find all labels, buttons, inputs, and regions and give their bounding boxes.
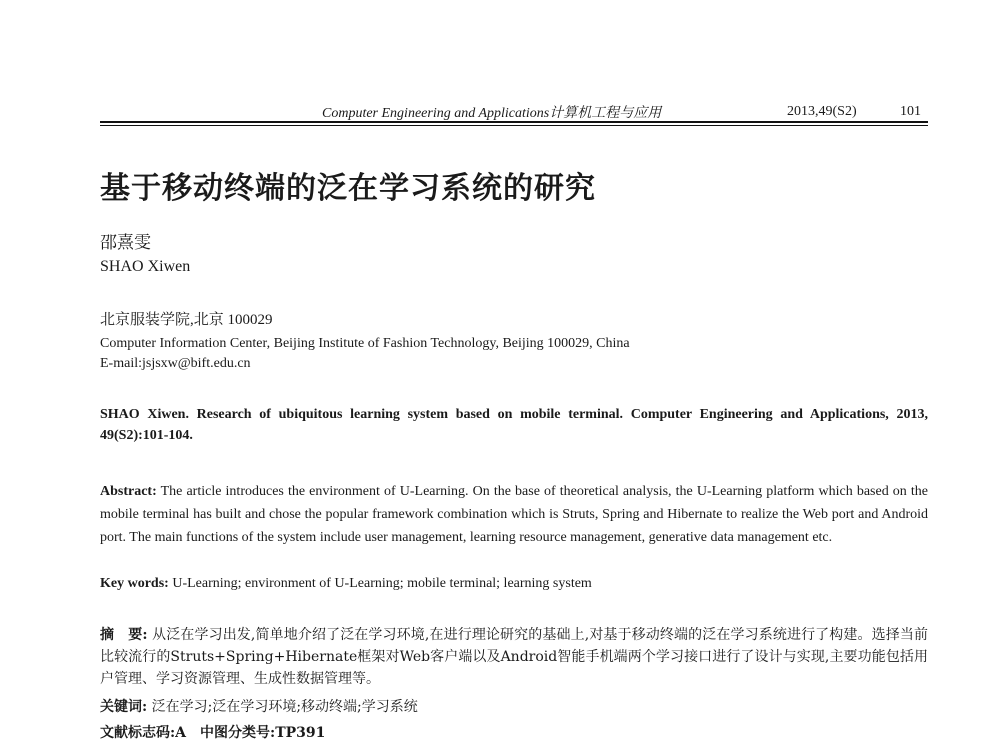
keywords-label: Key words: [100, 576, 169, 591]
keywords-en [100, 576, 928, 592]
document-code: 文献标志码:A 中图分类号:TP391 [100, 725, 326, 741]
keywords-cn-text: 泛在学习;泛在学习环境;移动终端;学习系统 [151, 699, 418, 715]
paper-title: 基于移动终端的泛在学习系统的研究 [100, 172, 596, 205]
header-rule-thick [100, 121, 928, 123]
abstract-cn-label: 摘 要: [100, 627, 148, 643]
page-number: 101 [900, 104, 921, 119]
abstract-text: The article introduces the environment of U-Learning. On the base of theoretical analysis, the U-Learning platform which based on the mobile terminal has built and chose the popular framework combination which is Struts, Spring and Hibernate to realize the Web port and Android port. The main functions of the system include user management, learning resource management, generative data management etc. [100, 484, 928, 545]
affiliation-en: Computer Information Center, Beijing Institute of Fashion Technology, Beijing 100029, China [100, 336, 630, 351]
affiliation-cn: 北京服装学院,北京 100029 [100, 312, 273, 328]
abstract-en [100, 480, 928, 549]
abstract-label: Abstract: [100, 484, 157, 499]
header-rule-thin [100, 125, 928, 126]
author-email: E-mail:jsjsxw@bift.edu.cn [100, 356, 251, 371]
keywords-text: U-Learning; environment of U-Learning; mobile terminal; learning system [172, 576, 592, 591]
journal-name: Computer Engineering and Applications计算机工程与应用 [322, 106, 662, 121]
author-name-en: SHAO Xiwen [100, 258, 191, 275]
abstract-cn-text: 从泛在学习出发,简单地介绍了泛在学习环境,在进行理论研究的基础上,对基于移动终端的泛在学习系统进行了构建。选择当前比较流行的Struts+Spring+Hibernate框架对Web客户端以及Android智能手机端两个学习接口进行了设计与实现,主要功能包括用户管理、学习资源管理、生成性数据管理等。 [100, 627, 929, 687]
keywords-cn [100, 696, 418, 716]
abstract-cn [100, 624, 928, 690]
author-name-cn: 邵熹雯 [100, 233, 151, 252]
year-volume: 2013,49(S2) [787, 104, 857, 119]
citation: SHAO Xiwen. Research of ubiquitous learning system based on mobile terminal. Computer Engineering and Applications, 2013, 49(S2):101-104. [100, 407, 928, 443]
keywords-cn-label: 关键词: [100, 699, 148, 715]
